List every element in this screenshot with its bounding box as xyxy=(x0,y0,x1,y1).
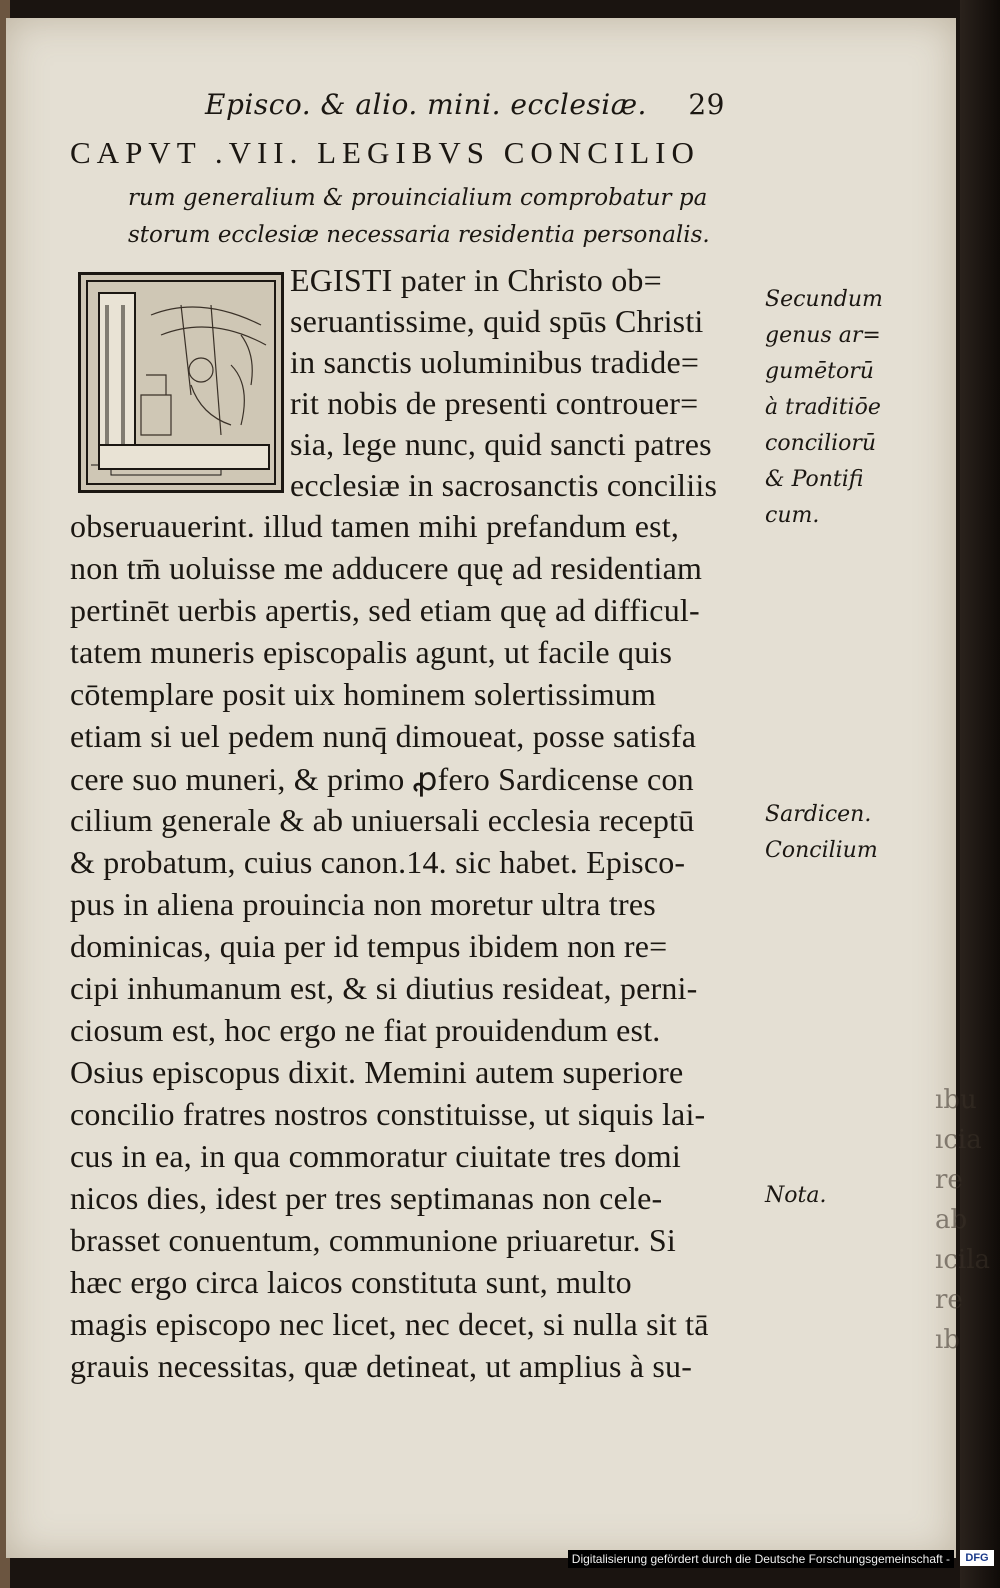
margin-note-line: Secundum xyxy=(765,287,883,312)
text-line: seruantissime, quid spūs Christi xyxy=(290,303,704,339)
text-line: rit nobis de presenti controuer= xyxy=(290,385,699,421)
text-line: & probatum, cuius canon.14. sic habet. Episco- xyxy=(70,844,686,880)
margin-note-secundum xyxy=(765,282,883,534)
text-line: cipi inhumanum est, & si diutius resideat, perni- xyxy=(70,970,698,1006)
text-line: EGISTI pater in Christo ob= xyxy=(290,262,662,298)
text-line: ecclesiæ in sacrosanctis conciliis xyxy=(290,467,718,503)
text-line: in sanctis uoluminibus tradide= xyxy=(290,344,700,380)
text-line: sia, lege nunc, quid sancti patres xyxy=(290,426,712,462)
running-head-title: Episco. & alio. mini. ecclesiæ. xyxy=(205,88,647,121)
text-line: cōtemplare posit uix hominem solertissimum xyxy=(70,676,657,712)
margin-note-line: gumētorū xyxy=(765,359,874,384)
margin-note-nota xyxy=(765,1178,826,1214)
chapter-subtitle-line: storum ecclesiæ necessaria residentia personalis. xyxy=(128,222,710,248)
text-line: brasset conuentum, communione priuaretur. Si xyxy=(70,1222,677,1258)
text-line: cilium generale & ab uniuersali ecclesia receptū xyxy=(70,802,695,838)
text-line: Osius episcopus dixit. Memini autem superiore xyxy=(70,1054,684,1090)
text-line: tatem muneris episcopalis agunt, ut facile quis xyxy=(70,634,673,670)
facing-page-bleed-through: ıbu ıcia re ab ıcila re ıb xyxy=(935,1085,991,1355)
text-line: magis episcopo nec licet, nec decet, si nulla sit tā xyxy=(70,1306,709,1342)
page-number: 29 xyxy=(688,88,725,121)
text-line: nicos dies, idest per tres septimanas non cele- xyxy=(70,1180,663,1216)
margin-note-line: genus ar= xyxy=(765,323,881,348)
text-line: ciosum est, hoc ergo ne fiat prouidendum est. xyxy=(70,1012,661,1048)
chapter-title: CAPVT .VII. LEGIBVS CONCILIO xyxy=(70,135,700,170)
digitization-credit: Digitalisierung gefördert durch die Deutsche Forschungsgemeinschaft - xyxy=(568,1550,954,1568)
margin-note-line: Sardicen. xyxy=(765,802,872,827)
margin-note-line: & Pontifi xyxy=(765,467,864,492)
text-line: non tm̄ uoluisse me adducere quę ad residentiam xyxy=(70,550,703,586)
text-line: pus in aliena prouincia non moretur ultra tres xyxy=(70,886,656,922)
text-line: obseruauerint. illud tamen mihi prefandum est, xyxy=(70,508,680,544)
text-line: grauis necessitas, quæ detineat, ut amplius à su- xyxy=(70,1348,693,1384)
text-line: hæc ergo circa laicos constituta sunt, multo xyxy=(70,1264,632,1300)
dfg-logo: DFG xyxy=(960,1550,994,1566)
text-line: cere suo muneri, & primo ꝓfero Sardicense con xyxy=(70,761,694,797)
text-line: concilio fratres nostros constituisse, ut siquis lai- xyxy=(70,1096,706,1132)
woodcut-illustration xyxy=(81,275,281,490)
margin-note-sardicen xyxy=(765,797,878,869)
text-line: cus in ea, in qua commoratur ciuitate tres domi xyxy=(70,1138,681,1174)
chapter-subtitle-line: rum generalium & prouincialium comprobatur pa xyxy=(128,185,708,211)
text-line: dominicas, quia per id tempus ibidem non re= xyxy=(70,928,668,964)
woodcut-initial-L-image xyxy=(78,272,284,493)
text-line: pertinēt uerbis apertis, sed etiam quę ad difficul- xyxy=(70,592,700,628)
margin-note-line: Nota. xyxy=(765,1183,827,1208)
margin-note-line: Concilium xyxy=(765,838,878,863)
margin-note-line: à traditiōe xyxy=(765,395,881,420)
margin-note-line: conciliorū xyxy=(765,431,877,456)
margin-note-line: cum. xyxy=(765,503,820,528)
running-head xyxy=(205,88,735,121)
text-line: etiam si uel pedem nunq̄ dimoueat, posse satisfa xyxy=(70,718,697,754)
